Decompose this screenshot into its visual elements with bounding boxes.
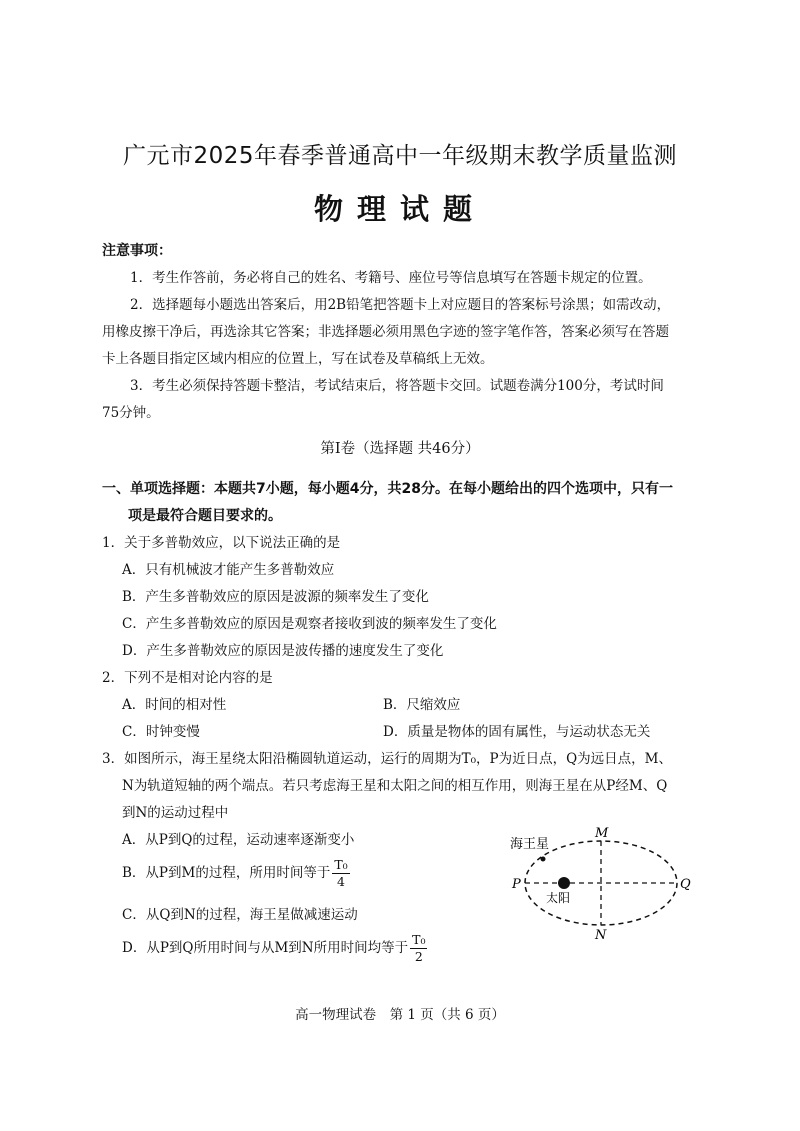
question-3-option-b-text: B．从P到M的过程，所用时间等于 (122, 865, 331, 881)
question-3-stem-line-1: 3．如图所示，海王星绕太阳沿椭圆轨道运动，运行的周期为T₀，P为近日点，Q为远日点，M、 (102, 751, 672, 767)
notice-item-1: 1．考生作答前，务必将自己的姓名、考籍号、座位号等信息填写在答题卡规定的位置。 (130, 270, 652, 286)
notice-item-3-line-2: 75分钟。 (102, 405, 160, 421)
neptune-label: 海王星 (510, 837, 550, 852)
question-2-option-d: D．质量是物体的固有属性，与运动状态无关 (383, 724, 651, 740)
part-heading-line-2: 项是最符合题目要求的。 (128, 508, 282, 524)
question-3-option-d (122, 932, 427, 965)
question-3-option-a: A．从P到Q的过程，运动速率逐渐变小 (122, 832, 355, 848)
point-m-label: M (595, 826, 609, 841)
point-p-label: P (512, 877, 521, 892)
exam-title: 广元市2025年春季普通高中一年级期末教学质量监测 (122, 143, 678, 169)
question-2-stem: 2．下列不是相对论内容的是 (102, 670, 273, 686)
question-3-stem-line-3: 到N的运动过程中 (122, 805, 229, 821)
point-q-label: Q (680, 877, 691, 892)
fraction-denominator: 4 (337, 874, 345, 889)
notice-heading: 注意事项： (102, 243, 172, 259)
notice-item-3-line-1: 3．考生必须保持答题卡整洁，考试结束后，将答题卡交回。试题卷满分100分，考试时间 (130, 378, 664, 394)
fraction-numerator: T₀ (334, 857, 348, 872)
question-3-option-b (122, 857, 350, 890)
part-heading-line-1: 一、单项选择题：本题共7小题，每小题4分，共28分。在每小题给出的四个选项中，只有一 (102, 481, 673, 497)
sun-label: 太阳 (546, 891, 571, 905)
orbit-diagram (500, 822, 700, 942)
fraction-t0-over-2 (410, 932, 427, 965)
section-title: 第Ⅰ卷（选择题 共46分） (320, 441, 480, 457)
question-1-option-b: B．产生多普勒效应的原因是波源的频率发生了变化 (122, 589, 429, 605)
subject-title: 物理试题 (313, 192, 486, 226)
question-3-option-d-text: D．从P到Q所用时间与从M到N所用时间均等于 (122, 940, 409, 956)
question-1-option-a: A．只有机械波才能产生多普勒效应 (122, 562, 335, 578)
notice-item-2-line-3: 卡上各题目指定区域内相应的位置上，写在试卷及草稿纸上无效。 (102, 351, 494, 367)
question-3-stem-line-2: N为轨道短轴的两个端点。若只考虑海王星和太阳之间的相互作用，则海王星在从P经M、Q (122, 778, 668, 794)
fraction-denominator: 2 (414, 949, 423, 964)
point-n-label: N (595, 928, 607, 942)
question-3-option-c: C．从Q到N的过程，海王星做减速运动 (122, 907, 358, 923)
notice-item-2-line-1: 2．选择题每小题选出答案后，用2B铅笔把答题卡上对应题目的答案标号涂黑；如需改动， (130, 297, 671, 313)
sun-dot (558, 877, 570, 889)
neptune-dot (541, 857, 546, 862)
question-2-option-a: A．时间的相对性 (122, 697, 227, 713)
question-1-stem: 1．关于多普勒效应，以下说法正确的是 (102, 535, 341, 551)
question-1-option-d: D．产生多普勒效应的原因是波传播的速度发生了变化 (122, 643, 444, 659)
question-1-option-c: C．产生多普勒效应的原因是观察者接收到波的频率发生了变化 (122, 616, 497, 632)
question-2-option-b: B．尺缩效应 (383, 697, 461, 713)
fraction-t0-over-4 (332, 857, 349, 890)
page-footer: 高一物理试卷 第 1 页（共 6 页） (295, 1007, 505, 1023)
fraction-numerator: T₀ (412, 932, 426, 947)
question-2-option-c: C．时钟变慢 (122, 724, 200, 740)
notice-item-2-line-2: 用橡皮擦干净后，再选涂其它答案；非选择题必须用黑色字迹的签字笔作答，答案必须写在答题 (102, 324, 669, 340)
